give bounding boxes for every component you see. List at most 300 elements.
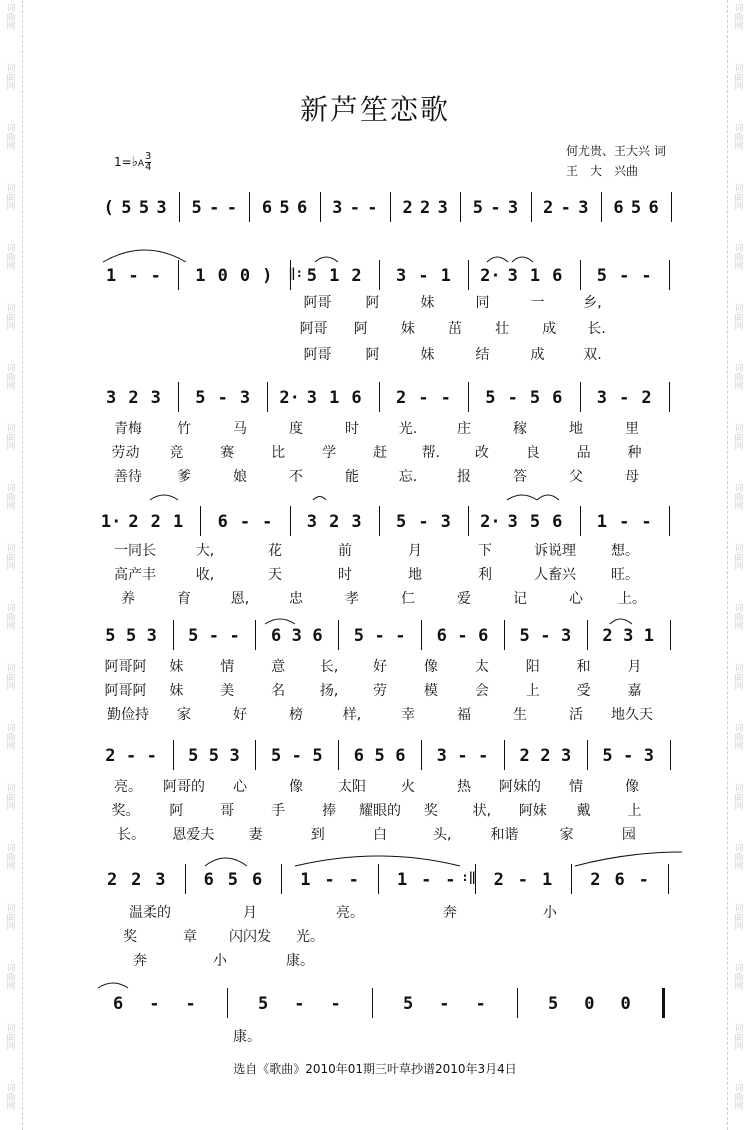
- note: 1: [172, 512, 184, 532]
- note: 1: [643, 626, 655, 646]
- watermark-text: 词 曲 网: [734, 124, 744, 152]
- watermark-text: 词 曲 网: [734, 844, 744, 872]
- lyric-word: 花: [268, 543, 282, 559]
- watermark-text: 词 曲 网: [734, 904, 744, 932]
- lyric-word: 阿哥阿: [104, 659, 147, 675]
- lyric-word: 记: [513, 591, 527, 607]
- lyric-word: 能: [345, 469, 359, 485]
- lyric-word: 太阳: [338, 779, 366, 795]
- lyric-word: 母: [625, 469, 639, 485]
- watermark-text: 词 曲 网: [734, 244, 744, 272]
- lyric-word: 地久天: [611, 707, 653, 723]
- note: -: [623, 746, 634, 766]
- note: (: [103, 198, 114, 218]
- lyric-word: 庄: [457, 421, 471, 437]
- lyric-word: 嘉: [627, 683, 642, 699]
- lyric-word: 上。: [618, 591, 646, 607]
- note: -: [418, 266, 429, 286]
- lyric-word: 扬,: [319, 683, 339, 699]
- lyric-word: 亮。: [114, 779, 142, 795]
- note: 0: [620, 994, 631, 1014]
- note: 1: [596, 512, 608, 532]
- watermark-text: 词 曲 网: [6, 1024, 16, 1052]
- note: 1: [329, 388, 340, 408]
- note: 5: [548, 994, 559, 1014]
- slur: [575, 852, 682, 866]
- note: 0: [584, 994, 595, 1014]
- note: 5: [279, 198, 290, 218]
- watermark-text: 词 曲 网: [734, 544, 744, 572]
- time-denominator: 4: [145, 162, 152, 173]
- note: 5: [258, 994, 269, 1014]
- lyric-word: 心: [233, 779, 247, 795]
- note: 1: [106, 266, 117, 286]
- lyric-word: 火: [401, 779, 415, 795]
- lyric-word: 稼: [513, 421, 527, 437]
- slur: [537, 495, 559, 500]
- lyric-word: 美: [220, 683, 235, 699]
- lyric-word: 模: [423, 683, 438, 699]
- watermark-text: 词 曲 网: [6, 364, 16, 392]
- note: 2: [543, 198, 554, 218]
- watermark-text: 词 曲 网: [734, 424, 744, 452]
- lyric-word: 福: [457, 707, 471, 723]
- note: 5: [121, 198, 132, 218]
- note: 3: [146, 626, 157, 646]
- note: 5: [353, 626, 365, 646]
- lyric-word: 一: [530, 295, 545, 311]
- lyric-word: 地: [569, 421, 583, 437]
- lyric-word: 利: [478, 567, 492, 583]
- note: 6: [251, 870, 263, 890]
- note: -: [149, 994, 160, 1014]
- lyric-word: 育: [177, 591, 191, 607]
- slur: [205, 858, 247, 866]
- note: 3: [150, 388, 161, 408]
- watermark-text: 词 曲 网: [6, 64, 16, 92]
- lyric-word: 意: [271, 659, 286, 675]
- note: 2: [396, 388, 407, 408]
- lyric-word: 同: [475, 295, 490, 311]
- note: 2: [402, 198, 413, 218]
- watermark-text: 词 曲 网: [6, 544, 16, 572]
- lyric-word: 和谐: [490, 827, 519, 843]
- note: 5: [396, 512, 407, 532]
- note: 6: [478, 626, 489, 646]
- note: 6: [648, 198, 659, 218]
- note: 3: [106, 388, 117, 408]
- note: 3: [507, 266, 518, 286]
- note: -: [619, 266, 630, 286]
- watermark-text: 词 曲 网: [734, 664, 744, 692]
- note: 3: [507, 512, 518, 532]
- lyric-word: 白: [373, 827, 387, 843]
- note: -: [619, 512, 630, 532]
- watermark-text: 词 曲 网: [6, 184, 16, 212]
- watermark-text: 词 曲 网: [6, 844, 16, 872]
- lyric-word: 答: [513, 469, 527, 485]
- note: 1: [529, 266, 541, 286]
- note: 6: [353, 746, 365, 766]
- note: 5: [138, 198, 150, 218]
- slur: [295, 856, 460, 866]
- watermark-text: 词 曲 网: [6, 124, 16, 152]
- note: 5: [602, 746, 613, 766]
- note: -: [146, 746, 157, 766]
- composer-credit: 王 大 兴曲: [566, 164, 639, 178]
- note: 3: [239, 388, 251, 408]
- watermark-text: 词 曲 网: [6, 244, 16, 272]
- lyric-word: 帮.: [421, 445, 441, 461]
- lyric-word: 手: [271, 803, 286, 819]
- note: -: [374, 626, 385, 646]
- source-note: 选自《歌曲》2010年01期三叶草抄谱2010年3月4日: [233, 1062, 517, 1076]
- lyric-word: 到: [310, 827, 325, 843]
- note: 2: [106, 870, 118, 890]
- note: 6: [436, 626, 447, 646]
- slur: [98, 983, 128, 988]
- note: 3: [440, 512, 451, 532]
- lyric-word: 高产丰: [114, 567, 156, 583]
- note: 5: [374, 746, 385, 766]
- slur: [507, 495, 537, 500]
- lyric-word: 像: [423, 659, 438, 675]
- watermark-text: 词 曲 网: [6, 784, 16, 812]
- lyric-word: 改: [474, 445, 489, 461]
- note: 6: [312, 626, 323, 646]
- lyric-word: 奖: [423, 803, 438, 819]
- lyric-word: 太: [474, 659, 489, 675]
- watermark-text: 词 曲 网: [6, 484, 16, 512]
- lyric-word: 妹: [400, 321, 415, 337]
- watermark-text: 词 曲 网: [734, 784, 744, 812]
- lyric-word: 地: [408, 567, 422, 583]
- lyric-word: 善待: [114, 469, 142, 485]
- lyric-word: 园: [621, 827, 636, 843]
- lyric-word: 名: [271, 683, 286, 699]
- lyric-word: 成: [542, 321, 557, 337]
- watermark-text: 词 曲 网: [734, 304, 744, 332]
- lyric-word: 阿: [365, 295, 380, 311]
- note: 6: [270, 626, 282, 646]
- lyric-word: 良: [525, 445, 540, 461]
- lyric-word: 乡,: [583, 295, 602, 311]
- watermark-text: 词 曲 网: [734, 484, 744, 512]
- lyric-word: 劳: [373, 683, 387, 699]
- lyric-word: 养: [121, 591, 135, 607]
- note: 5: [485, 388, 496, 408]
- note: -: [226, 198, 237, 218]
- lyric-word: 勤俭持: [107, 707, 149, 723]
- note: 5: [403, 994, 414, 1014]
- lyric-word: 壮: [495, 321, 510, 337]
- lyric-word: 月: [408, 543, 422, 559]
- lyric-word: 好: [233, 707, 247, 723]
- watermark-text: 词 曲 网: [6, 304, 16, 332]
- note: 6: [614, 870, 625, 890]
- lyric-word: 阿: [353, 321, 368, 337]
- watermark-text: 词 曲 网: [6, 424, 16, 452]
- lyric-word: 阳: [525, 659, 540, 675]
- note: 3: [156, 198, 167, 218]
- lyric-word: 光。: [296, 929, 324, 945]
- slur: [315, 257, 338, 262]
- note: -: [457, 626, 468, 646]
- note: -: [217, 388, 228, 408]
- slur: [150, 495, 178, 500]
- lyric-word: 收,: [195, 567, 215, 583]
- lyric-word: 度: [289, 421, 303, 437]
- lyric-word: 比: [271, 445, 286, 461]
- note: 3: [155, 870, 166, 890]
- lyric-word: 月: [627, 659, 642, 675]
- lyric-word: 好: [373, 659, 387, 675]
- note: 2: [131, 870, 142, 890]
- note: -: [457, 746, 468, 766]
- note: 3: [306, 388, 318, 408]
- note: -: [291, 746, 302, 766]
- note: 2: [105, 746, 116, 766]
- note: 3: [351, 512, 362, 532]
- lyric-word: 像: [289, 779, 303, 795]
- note: 3: [507, 198, 519, 218]
- slur: [512, 257, 533, 262]
- note: -: [440, 388, 451, 408]
- note: 5: [472, 198, 483, 218]
- lyric-word: 康。: [233, 1029, 261, 1045]
- lyric-word: 孝: [345, 591, 359, 607]
- lyric-word: 阿: [169, 803, 184, 819]
- note: 6: [395, 746, 406, 766]
- note: -: [475, 994, 486, 1014]
- note: 1: [440, 266, 451, 286]
- lyric-word: 前: [338, 543, 352, 559]
- lyric-word: 奔: [133, 953, 147, 969]
- note: 0: [217, 266, 228, 286]
- lyric-word: 耀眼的: [359, 803, 401, 819]
- watermark-text: 词 曲 网: [734, 64, 744, 92]
- lyric-word: 上: [627, 803, 642, 819]
- note: -: [418, 388, 429, 408]
- watermark-text: 词 曲 网: [734, 604, 744, 632]
- lyric-word: 戴: [576, 803, 591, 819]
- lyric-word: 阿妹: [518, 803, 547, 819]
- note: -: [128, 266, 139, 286]
- lyric-word: 赛: [220, 445, 235, 461]
- note: 2: [602, 626, 613, 646]
- lyric-word: 奖: [123, 929, 137, 945]
- lyric-word: 长,: [319, 659, 339, 675]
- lyric-word: 上: [525, 683, 540, 699]
- watermark-text: 词 曲 网: [734, 724, 744, 752]
- note: -: [262, 512, 273, 532]
- watermark-text: 词 曲 网: [6, 904, 16, 932]
- lyric-word: 家: [559, 827, 574, 843]
- note: 3: [291, 626, 302, 646]
- lyric-word: 妻: [248, 827, 263, 843]
- note: 2: [641, 388, 652, 408]
- note: 2: [128, 512, 139, 532]
- note: 5: [227, 870, 239, 890]
- time-numerator: 3: [145, 151, 152, 162]
- lyric-word: 情: [569, 779, 583, 795]
- lyric-word: 小: [543, 905, 557, 921]
- note: 6: [261, 198, 273, 218]
- note: 0: [239, 266, 251, 286]
- lyric-word: 忘.: [398, 469, 418, 485]
- watermark-text: 词 曲 网: [6, 724, 16, 752]
- note: 3: [332, 198, 343, 218]
- key-prefix: 1=: [114, 155, 132, 169]
- watermark-text: 词 曲 网: [6, 604, 16, 632]
- lyric-word: 品: [576, 445, 591, 461]
- note: -: [517, 870, 529, 890]
- lyric-word: 恩,: [230, 591, 250, 607]
- lyric-word: 学: [322, 445, 337, 461]
- note: 2·: [480, 512, 501, 532]
- lyric-word: 父: [569, 469, 583, 485]
- lyric-word: 月: [243, 905, 257, 921]
- flat-icon: ♭: [131, 155, 138, 170]
- lyric-word: 阿妹的: [499, 779, 541, 795]
- note: ): [262, 266, 273, 286]
- lyric-word: 阿哥阿: [104, 683, 147, 699]
- note: 2: [519, 746, 530, 766]
- lyric-word: 幸: [401, 707, 415, 723]
- note: 2: [590, 870, 601, 890]
- lyric-word: 时: [345, 421, 359, 437]
- lyric-word: 亮。: [336, 905, 364, 921]
- note: 5: [191, 198, 202, 218]
- note: -: [348, 870, 359, 890]
- note: -: [367, 198, 378, 218]
- note: -: [540, 626, 551, 646]
- note: 3: [229, 746, 240, 766]
- lyric-word: 妹: [420, 347, 435, 363]
- watermark-text: 词 曲 网: [6, 664, 16, 692]
- note: -: [229, 626, 240, 646]
- note: 5: [195, 388, 206, 408]
- note: 6: [351, 388, 362, 408]
- lyric-word: 和: [576, 659, 591, 675]
- lyric-word: 头,: [432, 827, 452, 843]
- lyric-word: 康。: [286, 953, 314, 969]
- watermark-text: 词 曲 网: [734, 184, 744, 212]
- lyric-word: 样,: [342, 707, 362, 723]
- note: 6: [217, 512, 228, 532]
- note: 6: [203, 870, 214, 890]
- note: 5: [519, 626, 530, 646]
- lyric-word: 里: [625, 421, 639, 437]
- note: -: [349, 198, 360, 218]
- lyric-word: 像: [625, 779, 639, 795]
- note: 5: [188, 746, 199, 766]
- lyric-word: 状,: [472, 803, 492, 819]
- lyric-word: 旺。: [611, 567, 639, 583]
- note: 2·: [279, 388, 300, 408]
- lyric-word: 诉说理: [534, 543, 576, 559]
- lyric-word: 娘: [233, 469, 247, 485]
- watermark-text: 词 曲 网: [6, 4, 16, 32]
- repeat-sign: ‖:: [288, 266, 303, 280]
- note: 5: [306, 266, 318, 286]
- note: -: [125, 746, 137, 766]
- lyric-word: 情: [220, 659, 235, 675]
- note: 6: [613, 198, 624, 218]
- lyric-word: 大,: [195, 543, 215, 559]
- lyric-word: 长.: [587, 321, 606, 337]
- note: -: [421, 870, 432, 890]
- note: 5: [188, 626, 199, 646]
- lyric-word: 赶: [373, 445, 387, 461]
- lyric-word: 爱: [457, 591, 471, 607]
- note: 3: [578, 198, 589, 218]
- lyric-word: 受: [576, 683, 591, 699]
- lyric-word: 哥: [220, 803, 235, 819]
- note: -: [209, 198, 220, 218]
- note: 5: [270, 746, 282, 766]
- note: 2: [128, 388, 139, 408]
- lyric-word: 青梅: [114, 421, 142, 437]
- note: 1: [541, 870, 553, 890]
- note: 2: [150, 512, 161, 532]
- note: 5: [529, 388, 541, 408]
- note: 3: [596, 388, 608, 408]
- lyric-word: 小: [213, 953, 227, 969]
- note: 5: [125, 626, 137, 646]
- note: 5: [208, 746, 220, 766]
- lyric-word: 活: [569, 707, 583, 723]
- lyricist-credit: 何尤贵、王大兴 词: [566, 144, 666, 158]
- note: 3: [643, 746, 655, 766]
- note: 1: [300, 870, 311, 890]
- lyric-word: 结: [475, 347, 490, 363]
- lyric-word: 阿哥的: [163, 779, 205, 795]
- note: 6: [552, 388, 563, 408]
- note: -: [641, 512, 652, 532]
- note: 1: [195, 266, 206, 286]
- watermark-text: 词 曲 网: [6, 1084, 16, 1112]
- song-title: 新芦笙恋歌: [299, 93, 450, 126]
- note: -: [324, 870, 335, 890]
- note: -: [445, 870, 456, 890]
- lyric-word: 劳动: [111, 445, 140, 461]
- lyric-word: 下: [478, 543, 492, 559]
- note: 3: [560, 746, 572, 766]
- note: 2: [351, 266, 362, 286]
- note: -: [507, 388, 518, 408]
- note: -: [395, 626, 406, 646]
- lyric-word: 不: [289, 469, 303, 485]
- lyric-word: 茁: [448, 321, 462, 337]
- lyric-word: 温柔的: [129, 905, 171, 921]
- watermark-text: 词 曲 网: [734, 1024, 744, 1052]
- note: -: [294, 994, 305, 1014]
- note: 1·: [100, 512, 122, 532]
- note: 2: [329, 512, 340, 532]
- lyric-word: 奔: [443, 905, 457, 921]
- note: 1: [396, 870, 408, 890]
- note: -: [439, 994, 450, 1014]
- lyric-word: 报: [457, 469, 471, 485]
- lyric-word: 想。: [611, 543, 639, 559]
- lyric-word: 人畜兴: [534, 567, 576, 583]
- note: 5: [630, 198, 642, 218]
- slur: [265, 619, 295, 624]
- lyric-word: 生: [513, 707, 527, 723]
- note: 6: [552, 512, 563, 532]
- note: 5: [529, 512, 541, 532]
